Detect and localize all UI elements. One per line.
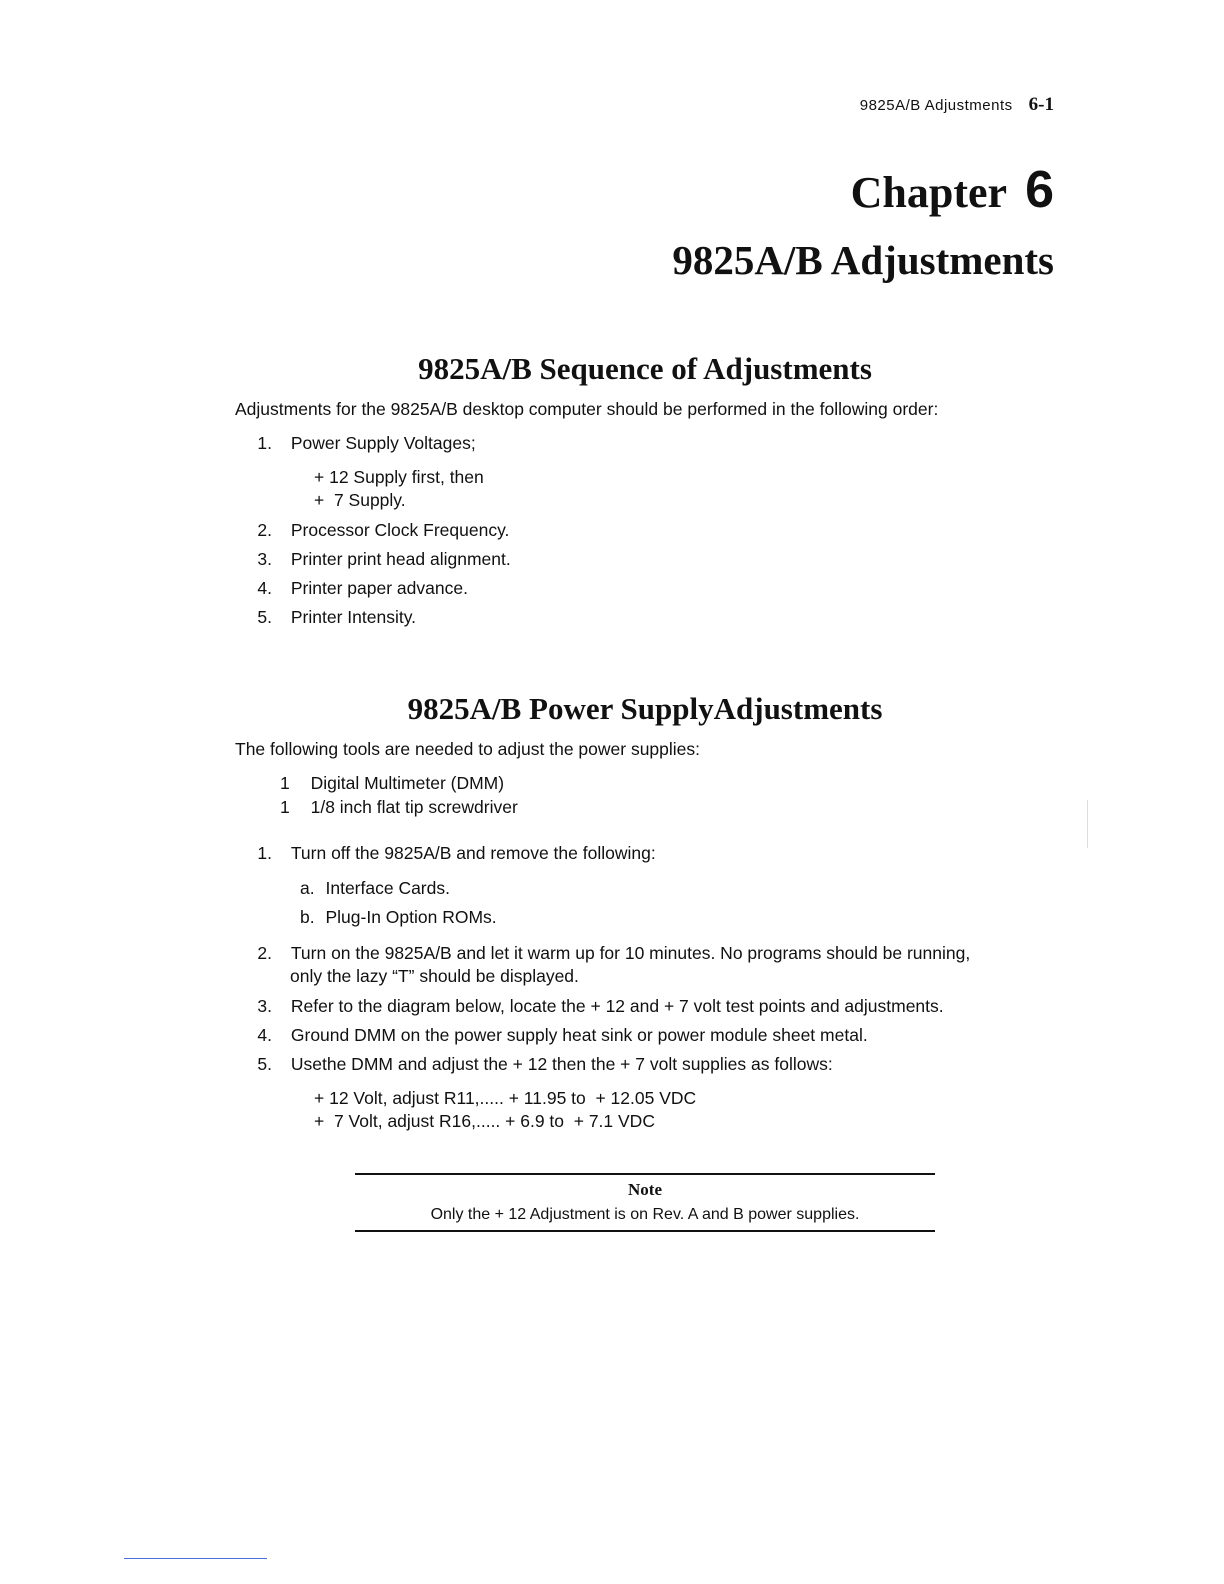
list-text: Processor Clock Frequency.	[290, 520, 510, 540]
list-item	[242, 843, 656, 864]
list-text: Usethe DMM and adjust the + 12 then the + 7 volt supplies as follows:	[290, 1054, 833, 1074]
section-heading-power-supply: 9825A/B Power SupplyAdjustments	[407, 691, 883, 726]
list-item	[242, 996, 944, 1017]
list-item	[242, 520, 509, 541]
tool-qty: 1	[280, 797, 290, 817]
sub-item	[300, 907, 497, 928]
list-number: 5.	[257, 1054, 272, 1074]
sub-item: + 7 Supply.	[314, 490, 406, 510]
page-number: 6-1	[1028, 94, 1054, 115]
adjust-spec: + 12 Volt, adjust R11,..... + 11.95 to + 12.05 VDC	[314, 1088, 697, 1108]
sub-item: + 12 Supply first, then	[314, 467, 484, 487]
list-text: Refer to the diagram below, locate the + 12 and + 7 volt test points and adjustments.	[290, 996, 944, 1016]
list-number: 1.	[257, 433, 272, 453]
list-item	[242, 943, 970, 964]
adjust-spec: + 7 Volt, adjust R16,..... + 6.9 to + 7.1 VDC	[314, 1111, 655, 1131]
list-number: 5.	[257, 607, 272, 627]
list-number: 4.	[257, 1025, 272, 1045]
list-text: Ground DMM on the power supply heat sink or power module sheet metal.	[290, 1025, 868, 1045]
tool-name: 1/8 inch flat tip screwdriver	[310, 797, 518, 817]
sub-text: Interface Cards.	[325, 878, 450, 898]
list-text: Power Supply Voltages;	[290, 433, 476, 453]
list-item	[242, 433, 476, 454]
chapter-word: Chapter	[850, 168, 1008, 217]
tool-name: Digital Multimeter (DMM)	[310, 773, 505, 793]
list-text: Turn off the 9825A/B and remove the following:	[290, 843, 656, 863]
list-text: Turn on the 9825A/B and let it warm up for 10 minutes. No programs should be running,	[290, 943, 971, 963]
section-intro: Adjustments for the 9825A/B desktop computer should be performed in the following order:	[235, 399, 939, 419]
list-number: 3.	[257, 996, 272, 1016]
tool-qty: 1	[280, 773, 290, 793]
sub-item	[300, 878, 450, 899]
tool-item	[280, 773, 504, 794]
list-item	[242, 1025, 868, 1046]
list-item	[242, 607, 416, 628]
section-heading-sequence: 9825A/B Sequence of Adjustments	[418, 351, 872, 386]
list-text-continued: only the lazy “T” should be displayed.	[290, 966, 579, 986]
note-text: Only the + 12 Adjustment is on Rev. A and B power supplies.	[430, 1206, 860, 1223]
list-item	[242, 549, 511, 570]
footer-rule	[124, 1558, 267, 1559]
list-text: Printer print head alignment.	[290, 549, 511, 569]
list-number: 4.	[257, 578, 272, 598]
list-item	[242, 1054, 833, 1075]
note-bottom-rule	[355, 1230, 935, 1232]
running-head-title: 9825A/B Adjustments	[859, 97, 1013, 114]
section-intro: The following tools are needed to adjust the power supplies:	[235, 739, 701, 759]
list-text: Printer paper advance.	[290, 578, 468, 598]
tool-item	[280, 797, 518, 818]
list-number: 1.	[257, 843, 272, 863]
list-number: 3.	[257, 549, 272, 569]
chapter-number: 6	[1025, 161, 1054, 219]
list-number: 2.	[257, 943, 272, 963]
sub-letter: b.	[300, 907, 315, 927]
list-text: Printer Intensity.	[290, 607, 417, 627]
running-head	[860, 94, 1054, 116]
note-top-rule	[355, 1173, 935, 1175]
margin-mark	[1087, 800, 1088, 848]
chapter-title: 9825A/B Adjustments	[672, 237, 1054, 283]
note-title: Note	[628, 1180, 662, 1199]
sub-letter: a.	[300, 878, 315, 898]
chapter-heading	[851, 160, 1054, 220]
list-number: 2.	[257, 520, 272, 540]
list-item	[242, 578, 468, 599]
sub-text: Plug-In Option ROMs.	[325, 907, 497, 927]
